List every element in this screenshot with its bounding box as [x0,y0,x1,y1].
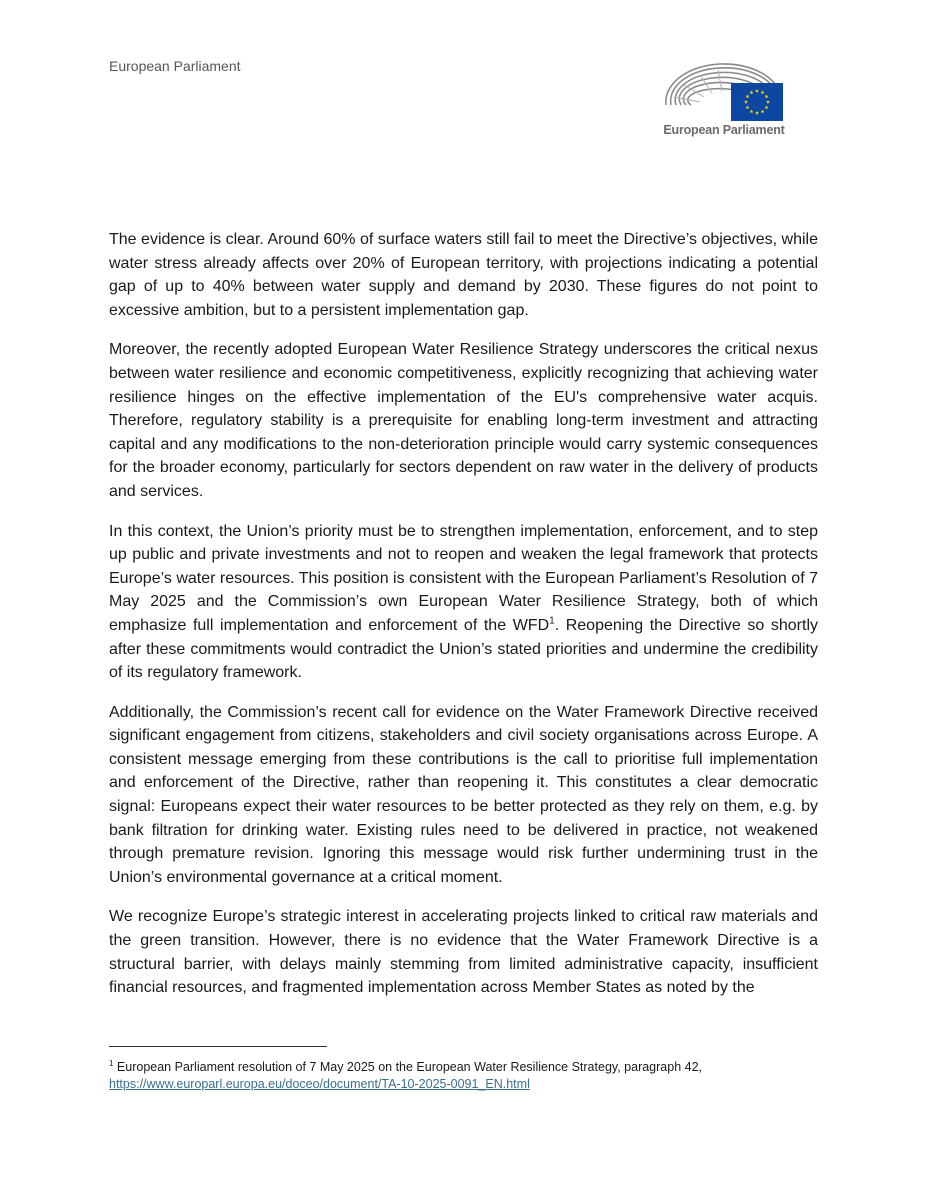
footnote-link[interactable]: https://www.europarl.europa.eu/doceo/document/TA-10-2025-0091_EN.html [109,1077,530,1091]
letter-body [109,228,818,1016]
paragraph-call-for-evidence: Additionally, the Commission’s recent call for evidence on the Water Framework Directive received significant engagement from citizens, stakeholders and civil society organisations across Europe. A consistent message emerging from these contributions is the call to prioritise full implementation and enforcement of the Directive, rather than reopening it. This constitutes a clear democratic signal: Europeans expect their water resources to be better protected as they rely on them, e.g. by bank filtration for drinking water. Existing rules need to be delivered in practice, not weakened through premature revision. Ignoring this message would risk further undermining trust in the Union’s environmental governance at a critical moment. [109,703,818,886]
paragraph-union-priority [109,520,818,685]
footnote-reference[interactable]: 1 [549,615,555,627]
footnote-number: 1 [109,1058,114,1068]
header-org-name: European Parliament [109,58,241,74]
footnote [109,1059,818,1093]
european-parliament-logo [660,57,788,141]
eu-flag-icon [731,83,783,121]
paragraph-strategic-interest: We recognize Europe’s strategic interest in accelerating projects linked to critical raw materials and the green transition. However, there is no evidence that the Water Framework Directive is a structural barrier, with delays mainly stemming from limited administrative capacity, insufficient financial resources, and fragmented implementation across Member States as noted by the [109,908,818,997]
paragraph-evidence: The evidence is clear. Around 60% of surface waters still fail to meet the Directive’s objectives, while water stress already affects over 20% of European territory, with projections indicating a potential gap of up to 40% between water supply and demand by 2030. These figures do not point to excessive ambition, but to a persistent implementation gap. [109,231,818,319]
footnote-text: European Parliament resolution of 7 May 2025 on the European Water Resilience Strategy, paragraph 42, [113,1060,702,1074]
paragraph-resilience-strategy: Moreover, the recently adopted European Water Resilience Strategy underscores the critical nexus between water resilience and economic competitiveness, explicitly recognizing that achieving water resilience hinges on the effective implementation of the EU's comprehensive water acquis. Therefore, regulatory stability is a prerequisite for enabling long-term investment and attracting capital and any modifications to the non-deterioration principle would carry systemic consequences for the broader economy, particularly for sectors dependent on raw water in the delivery of products and services. [109,341,818,500]
logo-caption: European Parliament [663,123,785,137]
footnote-divider [109,1046,327,1047]
paragraph-text: . Reopening the Directive so shortly after these commitments would contradict the Union’s stated priorities and undermine the credibility of its regulatory framework. [109,616,818,682]
paragraph-text: In this context, the Union’s priority must be to strengthen implementation, enforcement, and to step up public and private investments and not to reopen and weaken the legal framework that protects Europe’s water resources. This position is consistent with the European Parliament’s Resolution of 7 May 2025 and the Commission’s own European Water Resilience Strategy, both of which emphasize full implementation and enforcement of the WFD [109,522,818,634]
